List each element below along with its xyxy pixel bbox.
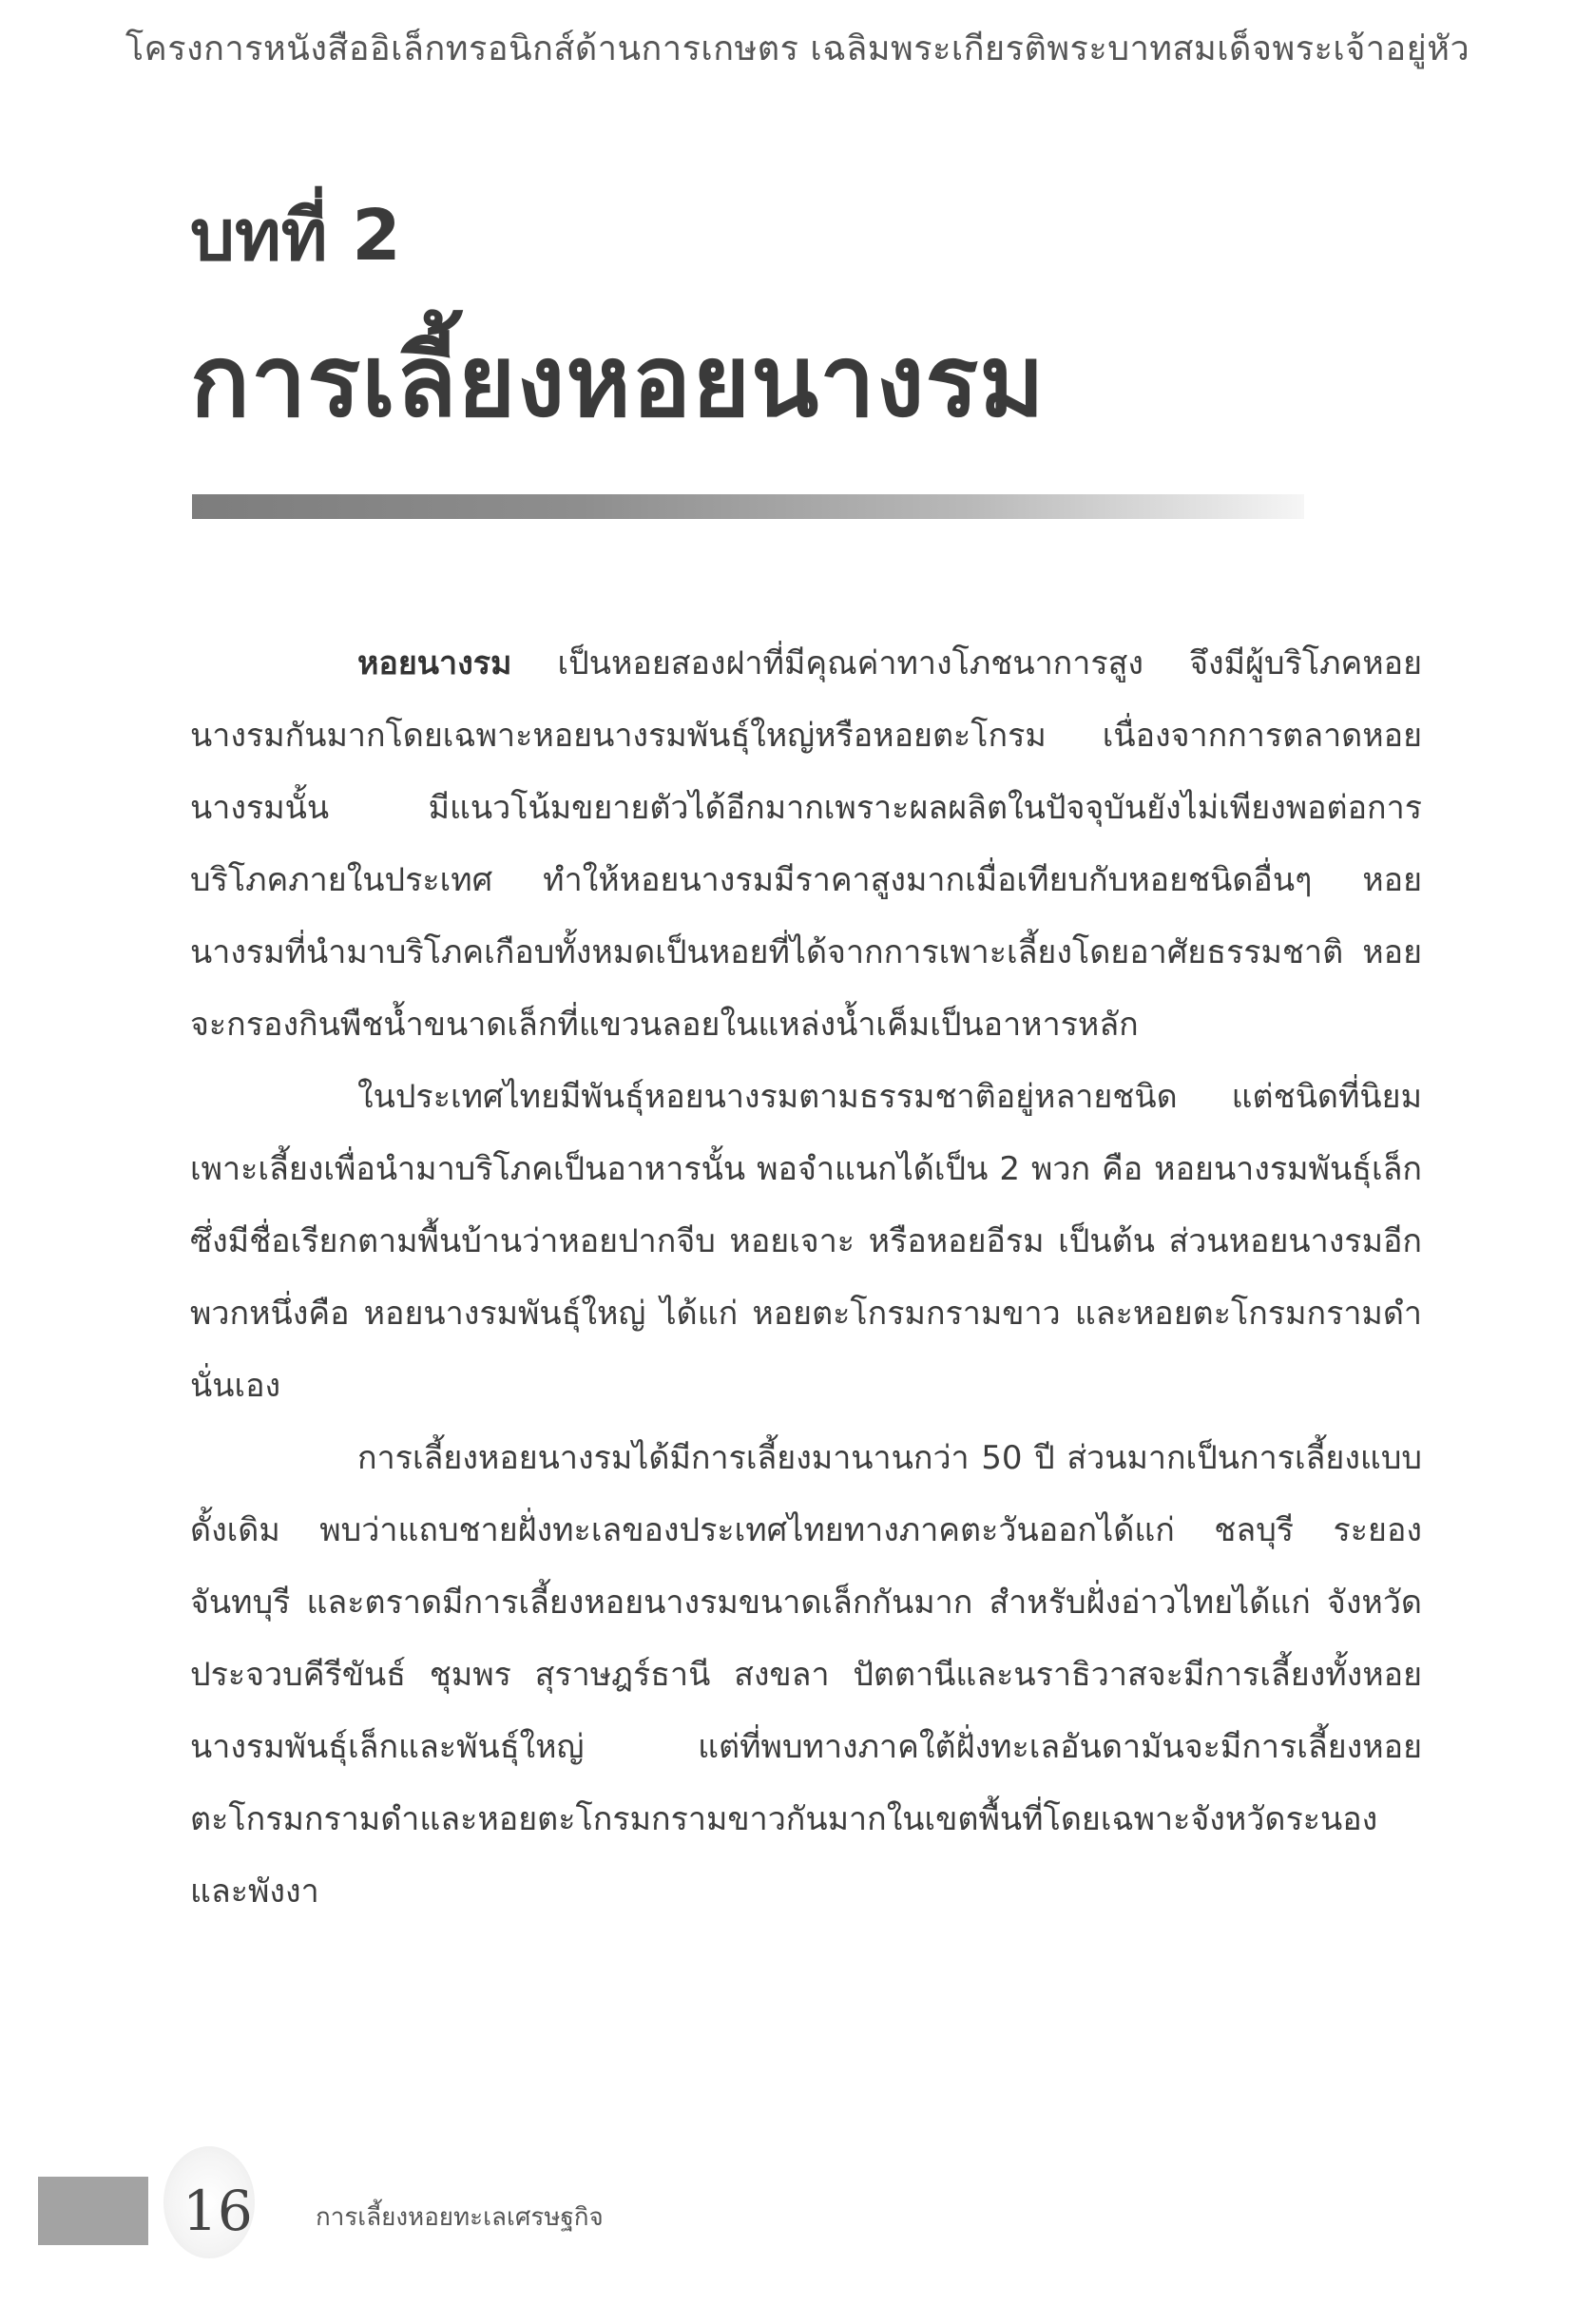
chapter-title: การเลี้ยงหอยนางรม [190,323,1046,439]
paragraph-2: ในประเทศไทยมีพันธุ์หอยนางรมตามธรรมชาติอยู่หลายชนิด แต่ชนิดที่นิยมเพาะเลี้ยงเพื่อนำมาบริโภคเป็นอาหารนั้น พอจำแนกได้เป็น 2 พวก คือ หอยนางรมพันธุ์เล็ก ซึ่งมีชื่อเรียกตามพื้นบ้านว่าหอยปากจีบ หอยเจาะ หรือหอยอีรม เป็นต้น ส่วนหอยนางรมอีกพวกหนึ่งคือ หอยนางรมพันธุ์ใหญ่ ได้แก่ หอยตะโกรมกรามขาว และหอยตะโกรมกรามดำ นั่นเอง [190,1078,1422,1405]
paragraph-3: การเลี้ยงหอยนางรมได้มีการเลี้ยงมานานกว่า 50 ปี ส่วนมากเป็นการเลี้ยงแบบดั้งเดิม พบว่าแถบชายฝั่งทะเลของประเทศไทยทางภาคตะวันออกได้แก่ ชลบุรี ระยอง จันทบุรี และตราดมีการเลี้ยงหอยนางรมขนาดเล็กกันมาก สำหรับฝั่งอ่าวไทยได้แก่ จังหวัดประจวบคีรีขันธ์ ชุมพร สุราษฎร์ธานี สงขลา ปัตตานีและนราธิวาสจะมีการเลี้ยงทั้งหอยนางรมพันธุ์เล็กและพันธุ์ใหญ่ แต่ที่พบทางภาคใต้ฝั่งทะเลอันดามันจะมีการเลี้ยงหอยตะโกรมกรามดำและหอยตะโกรมกรามขาวกันมากในเขตพื้นที่โดยเฉพาะจังหวัดระนองและพังงา [190,1439,1422,1911]
page-number: 16 [183,2179,253,2243]
project-header: โครงการหนังสืออิเล็กทรอนิกส์ด้านการเกษตร เฉลิมพระเกียรติพระบาทสมเด็จพระเจ้าอยู่หัว [125,29,1470,68]
paragraph-1 [190,627,1422,1061]
running-title: การเลี้ยงหอยทะเลเศรษฐกิจ [316,2203,604,2232]
title-divider [192,494,1304,519]
key-term: หอยนางรม [357,644,512,682]
body-text [190,627,1422,1928]
footer-gray-block [38,2177,148,2245]
chapter-number: บทที่ 2 [190,195,401,277]
paragraph-1-text: เป็นหอยสองฝาที่มีคุณค่าทางโภชนาการสูง จึงมีผู้บริโภคหอยนางรมกันมากโดยเฉพาะหอยนางรมพันธุ์ใหญ่หรือหอยตะโกรม เนื่องจากการตลาดหอยนางรมนั้น มีแนวโน้มขยายตัวได้อีกมากเพราะผลผลิตในปัจจุบันยังไม่เพียงพอต่อการบริโภคภายในประเทศ ทำให้หอยนางรมมีราคาสูงมากเมื่อเทียบกับหอยชนิดอื่นๆ หอยนางรมที่นำมาบริโภคเกือบทั้งหมดเป็นหอยที่ได้จากการเพาะเลี้ยงโดยอาศัยธรรมชาติ หอยจะกรองกินพืชน้ำขนาดเล็กที่แขวนลอยในแหล่งน้ำเค็มเป็นอาหารหลัก [190,644,1422,1044]
